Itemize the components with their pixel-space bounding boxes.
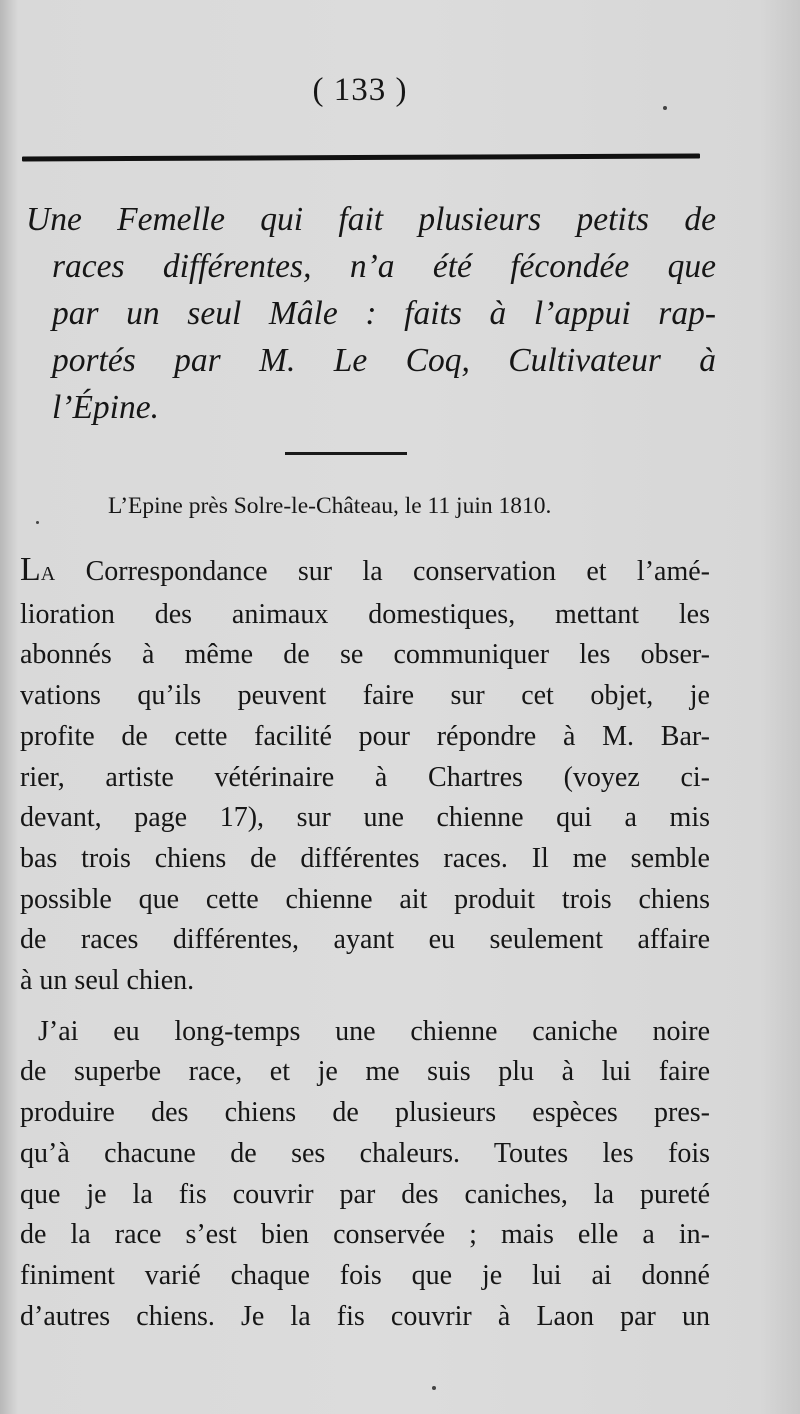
body-line: finiment varié chaque fois que je lui ai donné xyxy=(20,1259,710,1291)
body-line: J’ai eu long-temps une chienne caniche noire xyxy=(38,1015,710,1047)
body-line: d’autres chiens. Je la fis couvrir à Laon par un xyxy=(20,1300,710,1332)
article-title xyxy=(26,196,716,431)
title-line: l’Épine. xyxy=(52,389,159,426)
body-line: profite de cette facilité pour répondre à M. Bar- xyxy=(20,720,710,752)
body-line: bas trois chiens de différentes races. Il me semble xyxy=(20,842,710,874)
body-first-line xyxy=(20,550,710,595)
body-line: Correspondance sur la conservation et l’amé- xyxy=(85,556,710,587)
body-line: de la race s’est bien conservée ; mais elle a in- xyxy=(20,1219,710,1251)
body-line: qu’à chacune de ses chaleurs. Toutes les fois xyxy=(20,1137,710,1169)
body-line: à un seul chien. xyxy=(20,965,195,997)
body-line: que je la fis couvrir par des caniches, la pureté xyxy=(20,1178,710,1210)
body-line: possible que cette chienne ait produit trois chiens xyxy=(20,883,710,915)
drop-cap-rest: A xyxy=(40,563,56,585)
title-line: Une Femelle qui fait plusieurs petits de xyxy=(26,201,716,238)
body-line: produire des chiens de plusieurs espèces pres- xyxy=(20,1097,710,1129)
title-line: par un seul Mâle : faits à l’appui rap- xyxy=(52,295,716,332)
body-line: de races différentes, ayant eu seulement affaire xyxy=(20,924,710,956)
paper-speck xyxy=(432,1386,436,1390)
body-text xyxy=(20,550,710,1337)
body-line: lioration des animaux domestiques, mettant les xyxy=(20,598,710,630)
body-line: de superbe race, et je me suis plu à lui faire xyxy=(20,1056,710,1088)
paragraph-2 xyxy=(20,1012,710,1338)
body-line: abonnés à même de se communiquer les obser- xyxy=(20,639,710,671)
body-line: devant, page 17), sur une chienne qui a mis xyxy=(20,802,710,834)
title-line: races différentes, n’a été fécondée que xyxy=(52,248,716,285)
paper-speck xyxy=(36,521,39,524)
body-line: vations qu’ils peuvent faire sur cet objet, je xyxy=(20,680,710,712)
paper-speck xyxy=(663,106,667,110)
dateline: L’Epine près Solre-le-Château, le 11 juin 1810. xyxy=(108,493,552,519)
header-rule xyxy=(22,154,700,162)
section-divider xyxy=(285,452,407,455)
page-number: ( 133 ) xyxy=(312,72,408,108)
drop-cap: L xyxy=(20,551,41,588)
title-line: portés par M. Le Coq, Cultivateur à xyxy=(52,342,716,379)
body-line: rier, artiste vétérinaire à Chartres (voyez ci- xyxy=(20,761,710,793)
